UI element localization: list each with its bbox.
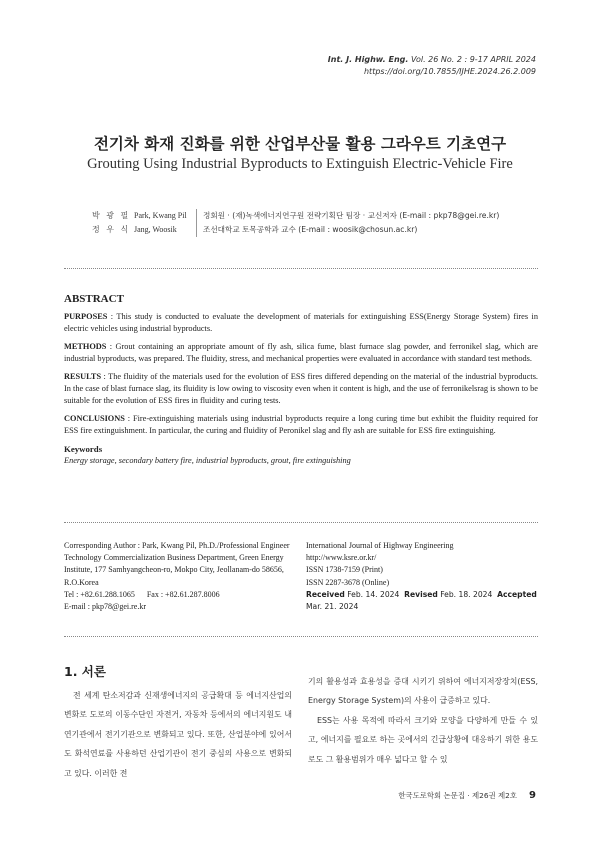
issn-online: ISSN 2287-3678 (Online) (306, 577, 390, 587)
keywords-text: Energy storage, secondary battery fire, industrial byproducts, grout, fire extinguishing (64, 456, 351, 465)
dotted-divider (64, 522, 538, 523)
results-text: : The fluidity of the materials used for the evolution of ESS fires differed depending on the material of the industrial byproducts. In the case of blast furnace slag, its fluidity is low owing to viscosity even when it content is high, and the use of ferronikelsrag is shown to be suitable for the evolution of ESS fires in fluidity and curing tests. (64, 372, 538, 405)
dotted-divider (64, 636, 538, 637)
journal-info-block (306, 540, 538, 613)
author-row (92, 209, 499, 223)
section-heading: 1. 서론 (64, 664, 106, 679)
page-footer (398, 790, 536, 801)
page-number: 9 (529, 790, 536, 801)
dotted-divider (64, 268, 538, 269)
received-label: Received (306, 589, 345, 599)
author-affiliation: 정회원 · (재)녹색에너지연구원 전략기획단 팀장 · 교신저자 (E-mail : pkp78@gei.re.kr) (196, 209, 499, 223)
abstract-heading: ABSTRACT (64, 293, 124, 305)
purposes-label: PURPOSES (64, 312, 108, 321)
journal-citation-title: Int. J. Highw. Eng. (327, 55, 409, 64)
corresponding-line: Institute, 177 Samhyangcheon-ro, Mokpo City, Jeollanam-do 58656, (64, 565, 284, 575)
author-affiliation: 조선대학교 토목공학과 교수 (E-mail : woosik@chosun.ac.kr) (196, 223, 417, 237)
revised-date: Feb. 18. 2024 (440, 589, 493, 599)
author-name-korean: 정 우 식 (92, 225, 131, 234)
author-name-english: Jang, Woosik (134, 225, 177, 234)
methods-text: : Grout containing an appropriate amount of fly ash, silica fume, blast furnace slag powder, and ferronikel slag, which are industrial byproducts, was prepared. The fluidity, stress, and mechanical properties were evaluated in accordance with standard test methods. (64, 342, 538, 363)
footer-journal-issue: 한국도로학회 논문집 · 제26권 제2호 (398, 791, 518, 800)
corresponding-author-block (64, 540, 294, 613)
journal-name: International Journal of Highway Engineering (306, 541, 454, 550)
received-date: Feb. 14. 2024 (347, 589, 400, 599)
abstract-methods (64, 341, 538, 365)
methods-label: METHODS (64, 342, 107, 351)
body-paragraph: 기의 활용성과 효용성을 증대 시키기 위하여 에너지저장장치(ESS, Energy Storage System)의 사용이 급증하고 있다. (308, 677, 538, 706)
keywords-heading: Keywords (64, 444, 103, 454)
abstract-conclusions (64, 413, 538, 437)
corresponding-line: Technology Commercialization Business Department, Green Energy (64, 553, 284, 563)
journal-doi: https://doi.org/10.7855/IJHE.2024.26.2.009 (363, 67, 536, 76)
title-korean: 전기차 화재 진화를 위한 산업부산물 활용 그라우트 기초연구 (93, 135, 507, 153)
issn-print: ISSN 1738-7159 (Print) (306, 565, 383, 575)
body-column-right (308, 672, 538, 769)
journal-header (328, 54, 536, 78)
abstract-section (64, 293, 538, 467)
conclusions-text: : Fire-extinguishing materials using industrial byproducts require a long curing time but exhibit the fluidity required for ESS fire extinguishment. In particular, the curing and fluidity of Peronikel slag and fly ash are suitable for ESS fire extinguishing. (64, 414, 538, 435)
corresponding-line: Tel : +82.61.288.1065 Fax : +82.61.287.8006 (64, 589, 220, 599)
results-label: RESULTS (64, 372, 102, 381)
author-name-korean: 박 광 필 (92, 211, 131, 220)
body-paragraph: ESS는 사용 목적에 따라서 크기와 모양을 다양하게 만들 수 있고, 에너지를 필요로 하는 곳에서의 긴급상황에 대응하기 위한 용도로도 그 활용범위가 매우 넓다고 할 수 있 (308, 715, 538, 764)
journal-citation-volume: Vol. 26 No. 2 : 9-17 APRIL 2024 (408, 55, 536, 64)
author-row (92, 223, 499, 237)
author-list (92, 209, 499, 237)
submission-dates (306, 589, 538, 613)
conclusions-label: CONCLUSIONS (64, 414, 125, 423)
journal-url[interactable]: http://www.ksre.or.kr/ (306, 553, 377, 563)
purposes-text: : This study is conducted to evaluate the development of materials for extinguishing ESS(Energy Storage System) fires in electric vehicles using industrial byproducts. (64, 312, 538, 333)
corresponding-line: R.O.Korea (64, 577, 99, 587)
revised-label: Revised (404, 589, 438, 599)
accepted-label: Accepted (497, 589, 537, 599)
author-name-english: Park, Kwang Pil (134, 211, 187, 220)
corresponding-line: E-mail : pkp78@gei.re.kr (64, 602, 147, 612)
body-column-left (64, 662, 292, 783)
accepted-date: Mar. 21. 2024 (306, 602, 359, 612)
abstract-purposes (64, 311, 538, 335)
corresponding-line: Corresponding Author : Park, Kwang Pil, Ph.D./Professional Engineer (64, 541, 290, 550)
title-english: Grouting Using Industrial Byproducts to Extinguish Electric-Vehicle Fire (87, 156, 513, 172)
body-paragraph: 전 세계 탄소저감과 신재생에너지의 공급확대 등 에너지산업의 변화로 도로의 이동수단인 자전거, 자동차 등에서의 에너지원도 내연기관에서 전기기관으로 변화되고 있다. 또한, 산업분야에 있어서도 화석연료를 사용하던 산업기관이 전기 중심의 사용으로 변화되고 있다. 이러한 전 (64, 691, 292, 778)
abstract-results (64, 371, 538, 407)
